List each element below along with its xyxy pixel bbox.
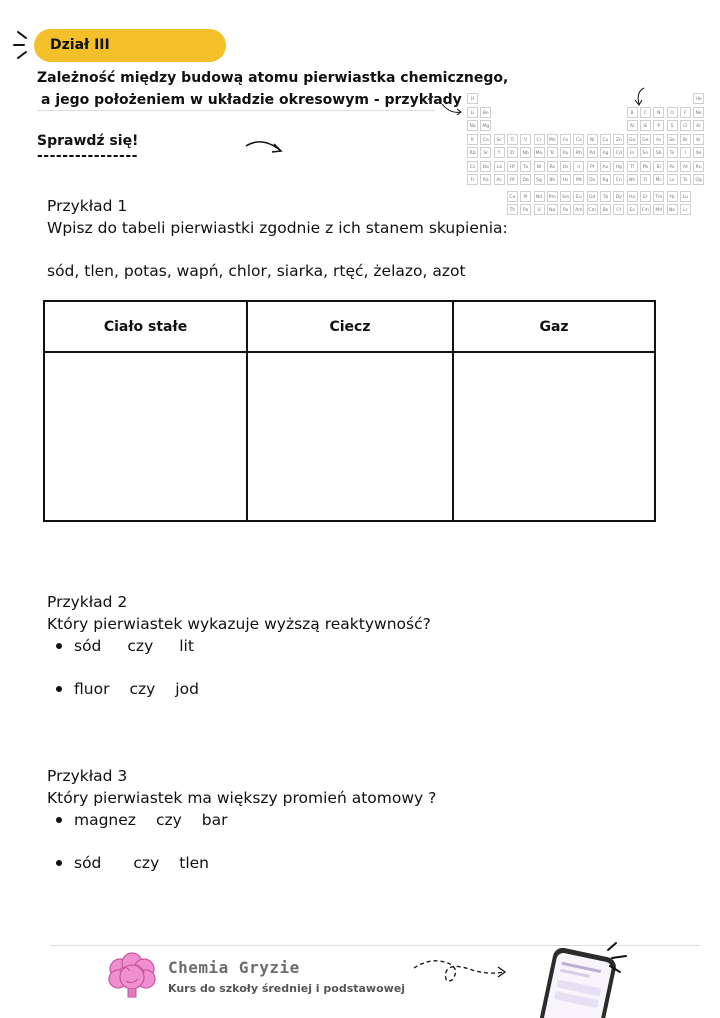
element-cell: Mt	[573, 174, 584, 185]
element-cell: Ho	[627, 191, 638, 202]
example1-elements: sód, tlen, potas, wapń, chlor, siarka, rtęć, żelazo, azot	[47, 262, 466, 280]
element-cell: Np	[547, 204, 558, 215]
element-cell: Pu	[560, 204, 571, 215]
element-cell: Tb	[600, 191, 611, 202]
small-curved-arrow-icon	[440, 100, 464, 118]
example3-option-1	[56, 811, 228, 829]
element-cell: Ar	[693, 120, 704, 131]
answer-cell-gas[interactable]	[453, 352, 655, 521]
brain-logo-icon	[106, 951, 158, 1001]
example1-prompt: Wpisz do tabeli pierwiastki zgodnie z ich stanem skupienia:	[47, 219, 508, 237]
element-cell: Rf	[507, 174, 518, 185]
element-cell: Rg	[600, 174, 611, 185]
option-a[interactable]: sód	[74, 854, 102, 872]
option-b[interactable]: jod	[175, 680, 199, 698]
element-cell: As	[653, 134, 664, 145]
element-cell: Bi	[653, 161, 664, 172]
element-cell: Db	[520, 174, 531, 185]
answer-cell-solid[interactable]	[44, 352, 247, 521]
element-cell: V	[520, 134, 531, 145]
element-cell: B	[627, 107, 638, 118]
element-cell: Hf	[507, 161, 518, 172]
element-cell: Nb	[520, 147, 531, 158]
bullet-icon	[56, 686, 62, 692]
element-cell: Cs	[467, 161, 478, 172]
element-cell: Tl	[627, 161, 638, 172]
example3-question: Który pierwiastek ma większy promień atomowy ?	[47, 789, 437, 807]
brand-name: Chemia Gryzie	[168, 958, 300, 977]
element-cell: Pm	[547, 191, 558, 202]
element-cell: Pd	[587, 147, 598, 158]
element-cell: U	[534, 204, 545, 215]
element-cell: Br	[680, 134, 691, 145]
element-cell: Md	[653, 204, 664, 215]
loop-arrow-icon	[412, 954, 512, 988]
spark-lines-icon	[602, 940, 630, 976]
element-cell: Re	[547, 161, 558, 172]
element-cell: Cf	[613, 204, 624, 215]
bullet-icon	[56, 860, 62, 866]
element-cell: Lr	[680, 204, 691, 215]
example2-label: Przykład 2	[47, 593, 128, 611]
example3-label: Przykład 3	[47, 767, 128, 785]
element-cell: Sr	[480, 147, 491, 158]
element-cell: Li	[467, 107, 478, 118]
element-cell: Ce	[507, 191, 518, 202]
element-cell: Bh	[547, 174, 558, 185]
element-cell: Os	[560, 161, 571, 172]
element-cell: I	[680, 147, 691, 158]
element-cell: Bk	[600, 204, 611, 215]
element-cell: Th	[507, 204, 518, 215]
element-cell: Ni	[587, 134, 598, 145]
title-underline	[37, 110, 435, 111]
element-cell: Pt	[587, 161, 598, 172]
option-b[interactable]: bar	[201, 811, 228, 829]
element-cell: K	[467, 134, 478, 145]
element-cell: Sm	[560, 191, 571, 202]
option-a[interactable]: sód	[74, 637, 102, 655]
element-cell: Rb	[467, 147, 478, 158]
element-cell: Sn	[640, 147, 651, 158]
periodic-table	[467, 93, 712, 218]
element-cell: Ds	[587, 174, 598, 185]
element-cell: Tm	[653, 191, 664, 202]
option-or: czy	[155, 811, 182, 829]
element-cell: Au	[600, 161, 611, 172]
element-cell: Sb	[653, 147, 664, 158]
element-cell: Ir	[573, 161, 584, 172]
element-cell: Y	[494, 147, 505, 158]
element-cell: No	[667, 204, 678, 215]
element-cell: Be	[480, 107, 491, 118]
element-cell: Yb	[667, 191, 678, 202]
element-cell: H	[467, 93, 478, 104]
element-cell: Fm	[640, 204, 651, 215]
element-cell: Rn	[693, 161, 704, 172]
example2-question: Który pierwiastek wykazuje wyższą reaktywność?	[47, 615, 431, 633]
element-cell: Mg	[480, 120, 491, 131]
states-table	[43, 300, 656, 522]
element-cell: Al	[627, 120, 638, 131]
element-cell: W	[534, 161, 545, 172]
brand-tagline: Kurs do szkoły średniej i podstawowej	[168, 982, 406, 995]
element-cell: Fe	[560, 134, 571, 145]
element-cell: Rh	[573, 147, 584, 158]
option-or: czy	[129, 680, 156, 698]
curved-arrow-icon	[244, 136, 286, 158]
option-b[interactable]: lit	[179, 637, 194, 655]
element-cell: Zn	[613, 134, 624, 145]
element-cell: Nh	[627, 174, 638, 185]
element-cell: Mo	[534, 147, 545, 158]
element-cell: Nd	[534, 191, 545, 202]
element-cell: Hs	[560, 174, 571, 185]
element-cell: Ac	[494, 174, 505, 185]
option-or: czy	[133, 854, 160, 872]
element-cell: Es	[627, 204, 638, 215]
element-cell: Lv	[667, 174, 678, 185]
option-a[interactable]: magnez	[74, 811, 136, 829]
element-cell: Po	[667, 161, 678, 172]
element-cell: Og	[693, 174, 704, 185]
element-cell: Fr	[467, 174, 478, 185]
column-header-solid: Ciało stałe	[44, 301, 247, 352]
element-cell: Co	[573, 134, 584, 145]
element-cell: Pr	[520, 191, 531, 202]
element-cell: Gd	[587, 191, 598, 202]
element-cell: Cu	[600, 134, 611, 145]
element-cell: O	[667, 107, 678, 118]
page-title-line1: Zależność między budową atomu pierwiastka chemicznego,	[37, 70, 509, 86]
option-a[interactable]: fluor	[74, 680, 110, 698]
option-b[interactable]: tlen	[179, 854, 209, 872]
answer-cell-liquid[interactable]	[247, 352, 453, 521]
element-cell: Ga	[627, 134, 638, 145]
element-cell: Dy	[613, 191, 624, 202]
check-yourself-heading: Sprawdź się!	[37, 133, 139, 149]
element-cell: Mc	[653, 174, 664, 185]
element-cell: Fl	[640, 174, 651, 185]
element-cell: Ra	[480, 174, 491, 185]
bullet-icon	[56, 817, 62, 823]
example1-label: Przykład 1	[47, 197, 128, 215]
element-cell: Na	[467, 120, 478, 131]
element-cell: Zr	[507, 147, 518, 158]
element-cell: Cd	[613, 147, 624, 158]
element-cell: Ru	[560, 147, 571, 158]
element-cell: Kr	[693, 134, 704, 145]
element-cell: C	[640, 107, 651, 118]
spark-lines-icon	[12, 28, 36, 64]
element-cell: Si	[640, 120, 651, 131]
element-cell: Cm	[587, 204, 598, 215]
element-cell: Ag	[600, 147, 611, 158]
element-cell: Pb	[640, 161, 651, 172]
element-cell: Am	[573, 204, 584, 215]
element-cell: Ba	[480, 161, 491, 172]
element-cell: Tc	[547, 147, 558, 158]
element-cell: Er	[640, 191, 651, 202]
element-cell: Eu	[573, 191, 584, 202]
element-cell: F	[680, 107, 691, 118]
element-cell: Xe	[693, 147, 704, 158]
element-cell: Cn	[613, 174, 624, 185]
element-cell: Cl	[680, 120, 691, 131]
example2-option-2	[56, 680, 199, 698]
element-cell: Ti	[507, 134, 518, 145]
page-title-line2: a jego położeniem w układzie okresowym - przykłady	[41, 92, 462, 108]
column-header-gas: Gaz	[453, 301, 655, 352]
element-cell: Te	[667, 147, 678, 158]
section-badge-label: Dział III	[50, 37, 110, 53]
element-cell: Ca	[480, 134, 491, 145]
element-cell: Ta	[520, 161, 531, 172]
element-cell: Hg	[613, 161, 624, 172]
element-cell: Lu	[680, 191, 691, 202]
element-cell: S	[667, 120, 678, 131]
bullet-icon	[56, 643, 62, 649]
element-cell: In	[627, 147, 638, 158]
element-cell: Mn	[547, 134, 558, 145]
element-cell: At	[680, 161, 691, 172]
example2-option-1	[56, 637, 194, 655]
element-cell: Se	[667, 134, 678, 145]
column-header-liquid: Ciecz	[247, 301, 453, 352]
element-cell: Ne	[693, 107, 704, 118]
example3-option-2	[56, 854, 209, 872]
element-cell: N	[653, 107, 664, 118]
element-cell: La	[494, 161, 505, 172]
element-cell: Pa	[520, 204, 531, 215]
element-cell: Ts	[680, 174, 691, 185]
check-yourself-dashes: ----------------	[37, 148, 138, 164]
element-cell: Sc	[494, 134, 505, 145]
element-cell: Ge	[640, 134, 651, 145]
element-cell: Cr	[534, 134, 545, 145]
element-cell: Sg	[534, 174, 545, 185]
element-cell: P	[653, 120, 664, 131]
element-cell: He	[693, 93, 704, 104]
option-or: czy	[127, 637, 154, 655]
